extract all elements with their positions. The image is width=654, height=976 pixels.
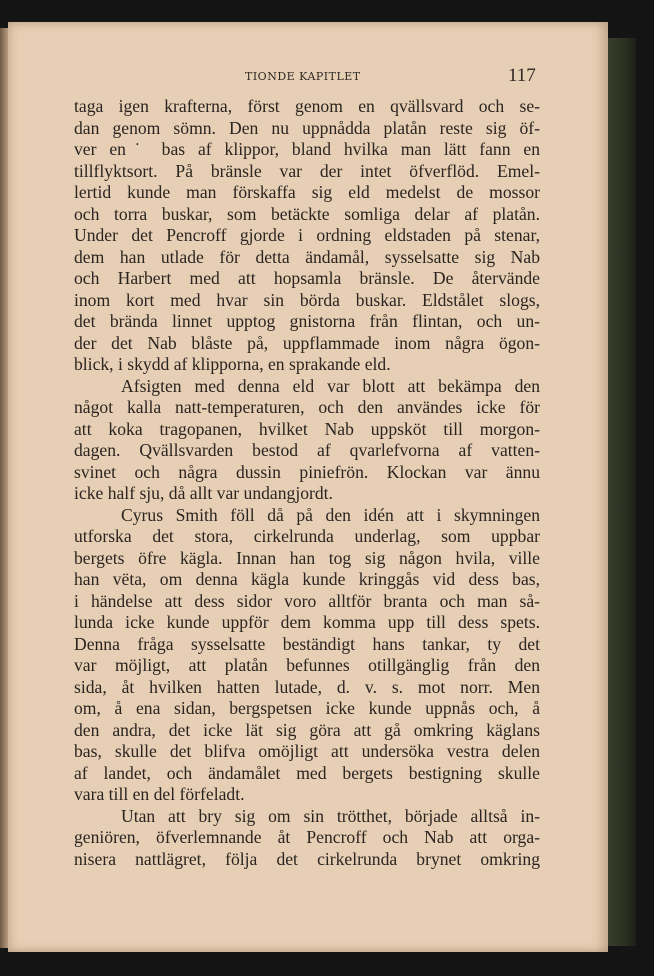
text-line: svinet och några dussin piniefrön. Klockan var ännu [74,461,540,482]
text-line: den andra, det icke lät sig göra att gå omkring käglans [74,719,540,740]
book-page [8,22,608,952]
text-line: bas, skulle det blifva omöjligt att undersöka vestra delen [74,741,540,761]
book-cover-edge [604,38,636,946]
text-line: ver en˙ bas af klippor, bland hvilka man lätt fann en [74,139,540,159]
text-line: Utan att bry sig om sin trötthet, började alltså in- [121,805,540,826]
text-line: dem han utlade för detta ändamål, sysselsatte sig Nab [74,246,540,267]
text-line: blick, i skydd af klipporna, en sprakande eld. [74,354,391,374]
text-line: och torra buskar, som betäckte somliga delar af platån. [74,203,540,224]
chapter-title: TIONDE KAPITLET [245,70,361,83]
text-line: och Harbert med att hopsamla bränsle. De återvände [74,268,540,288]
text-line: lunda icke kunde uppför dem komma upp till dess spets. [74,612,540,632]
text-line: geniören, öfverlemnande åt Pencroff och Nab att orga- [74,827,540,847]
text-line: der det Nab blåste på, uppflammade inom några ögon- [74,332,540,353]
text-line: Afsigten med denna eld var blott att bekämpa den [121,375,540,396]
text-line: han vëta, om denna kägla kunde kringgås vid dess bas, [74,569,540,589]
text-line: något kalla natt-temperaturen, och den användes icke för [74,397,540,417]
text-line: lertid kunde man förskaffa sig eld medelst de mossor [74,182,540,202]
text-line: tillflyktsort. På bränsle var der intet öfverflöd. Emel- [74,160,540,181]
text-line: utforska det stora, cirkelrunda underlag, som uppbar [74,526,540,546]
text-line: Cyrus Smith föll då på den idén att i skymningen [121,504,540,525]
text-line: Denna fråga sysselsatte beständigt hans tankar, ty det [74,633,540,654]
text-line: icke half sju, då allt var undangjordt. [74,483,333,503]
text-line: var möjligt, att platån befunnes otillgänglig från den [74,655,540,675]
text-line: nisera nattlägret, följa det cirkelrunda brynet omkring [74,848,540,869]
text-line: i händelse att dess sidor voro alltför branta och man så- [74,590,540,611]
text-line: inom kort med hvar sin börda buskar. Eldstålet slogs, [74,289,540,310]
text-line: Under det Pencroff gjorde i ordning eldstaden på stenar, [74,225,540,245]
text-line: dan genom sömn. Den nu uppnådda platån reste sig öf- [74,117,540,138]
text-line: att koka tragopanen, hvilket Nab uppsköt till morgon- [74,418,540,439]
body-text [74,96,540,870]
text-line: dagen. Qvällsvarden bestod af qvarlefvorna af vatten- [74,440,540,460]
page-number: 117 [508,65,536,86]
text-line: bergets öfre kägla. Innan han tog sig någon hvila, ville [74,547,540,568]
text-line: sida, åt hvilken hatten lutade, d. v. s. mot norr. Men [74,676,540,697]
text-line: af landet, och ändamålet med bergets bestigning skulle [74,762,540,783]
text-line: taga igen krafterna, först genom en qvällsvard och se- [74,96,540,116]
text-line: om, å ena sidan, bergspetsen icke kunde uppnås och, å [74,698,540,718]
text-line: vara till en del förfeladt. [74,784,245,804]
running-header [8,65,608,90]
text-line: det brända linnet upptog gnistorna från flintan, och un- [74,311,540,331]
